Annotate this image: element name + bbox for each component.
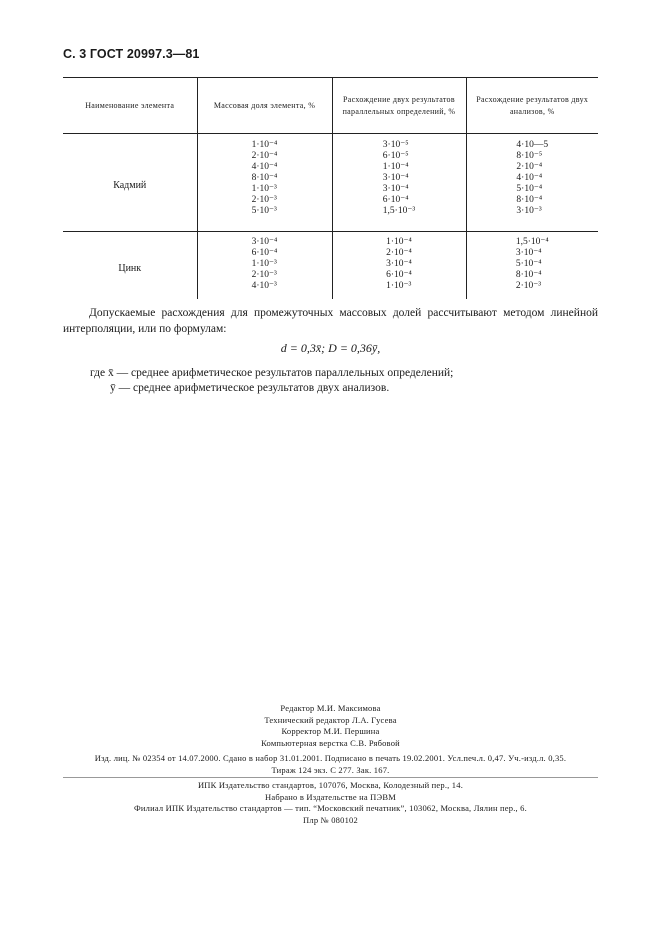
license-line: Изд. лиц. № 02354 от 14.07.2000. Сдано в набор 31.01.2001. Подписано в печать 19.02.2001. Усл.печ.л. 0,47. Уч.-изд.л. 0,35. (94, 753, 567, 763)
table-value: 4·10—5 (516, 140, 549, 150)
editor-line: Редактор М.И. Максимова (280, 703, 381, 713)
tolerance-table (63, 77, 598, 299)
circulation-line: Тираж 124 экз. С 277. Зак. 167. (271, 764, 390, 775)
publisher-line: ИПК Издательство стандартов, 107076, Москва, Колодезный пер., 14. (197, 780, 464, 790)
table-value: 3·10⁻⁴ (386, 259, 412, 269)
table-value: 6·10⁻⁵ (382, 151, 409, 161)
table-value: 4·10⁻⁴ (251, 162, 278, 172)
table-value: 3·10⁻⁵ (382, 140, 409, 150)
table-value: 1,5·10⁻³ (382, 206, 416, 216)
publisher-info (63, 780, 598, 826)
element-name: Кадмий (63, 134, 197, 232)
publication-details (63, 753, 598, 776)
table-value: 6·10⁻⁴ (251, 248, 278, 258)
table-value: 1·10⁻⁴ (386, 237, 412, 247)
table-value: 2·10⁻³ (251, 195, 277, 205)
column-header-element: Наименование элемента (63, 78, 197, 134)
page-header: С. 3 ГОСТ 20997.3—81 (63, 47, 200, 61)
tech-editor-line: Технический редактор Л.А. Гусева (264, 714, 397, 725)
formula: d = 0,3x̄; D = 0,36ȳ, (280, 341, 381, 355)
mass-fraction-cell (197, 134, 332, 232)
table-value: 8·10⁻⁴ (515, 270, 542, 280)
analyses-discrepancy-cell (466, 134, 598, 232)
mass-fraction-cell (197, 232, 332, 300)
formula-legend-y: ȳ — среднее арифметическое результатов двух анализов. (110, 382, 390, 394)
table-value: 4·10⁻⁴ (516, 173, 543, 183)
table-value: 3·10⁻⁴ (515, 248, 542, 258)
table-header-row (63, 78, 598, 134)
table-value: 1·10⁻⁴ (382, 162, 409, 172)
table-value: 5·10⁻⁴ (516, 184, 543, 194)
proofreader-line: Корректор М.И. Першина (281, 726, 380, 736)
table-value: 5·10⁻³ (251, 206, 277, 216)
table-value: 5·10⁻⁴ (515, 259, 542, 269)
table-value: 8·10⁻⁴ (516, 195, 543, 205)
table-value: 3·10⁻⁴ (251, 237, 278, 247)
table-value: 1·10⁻³ (386, 281, 412, 291)
interpolation-paragraph: Допускаемые расхождения для промежуточных массовых долей рассчитывают методом линейной интерполяции, или по формулам: (63, 307, 598, 335)
parallel-discrepancy-cell (332, 134, 466, 232)
column-header-analyses-discrepancy: Расхождение результатов двух анализов, % (466, 78, 598, 134)
table-value: 8·10⁻⁵ (516, 151, 543, 161)
publisher-line: Плр № 080102 (303, 814, 358, 825)
table-value: 1·10⁻³ (251, 259, 277, 269)
column-header-mass-fraction: Массовая доля элемента, % (197, 78, 332, 134)
table-value: 3·10⁻⁴ (382, 184, 409, 194)
table-row (63, 134, 598, 232)
table-value: 2·10⁻⁴ (386, 248, 412, 258)
element-name: Цинк (118, 262, 142, 274)
table-value: 2·10⁻⁴ (251, 151, 278, 161)
table-value: 6·10⁻⁴ (386, 270, 412, 280)
parallel-discrepancy-cell (332, 232, 466, 300)
divider (63, 777, 598, 778)
table-value: 1·10⁻⁴ (251, 140, 278, 150)
publisher-line: Филиал ИПК Издательство стандартов — тип. “Московский печатник”, 103062, Москва, Лялин пер., 6. (134, 803, 527, 813)
table-value: 2·10⁻⁴ (516, 162, 543, 172)
table-value: 3·10⁻⁴ (382, 173, 409, 183)
table-value: 8·10⁻⁴ (251, 173, 278, 183)
table-value: 1·10⁻³ (251, 184, 277, 194)
editorial-credits (63, 703, 598, 749)
layout-line: Компьютерная верстка С.В. Рябовой (261, 737, 400, 748)
table-value: 1,5·10⁻⁴ (515, 237, 549, 247)
formula-legend-x: где x̄ — среднее арифметическое результатов параллельных определений; (90, 367, 454, 379)
table-value: 6·10⁻⁴ (382, 195, 409, 205)
table-row (63, 232, 598, 300)
column-header-parallel-discrepancy: Расхождение двух результатов параллельных определений, % (332, 78, 466, 134)
publisher-line: Набрано в Издательстве на ПЭВМ (265, 791, 396, 802)
table-value: 2·10⁻³ (515, 281, 542, 291)
analyses-discrepancy-cell (466, 232, 598, 300)
table-value: 3·10⁻³ (516, 206, 542, 216)
table-value: 2·10⁻³ (251, 270, 277, 280)
table-value: 4·10⁻³ (251, 281, 277, 291)
